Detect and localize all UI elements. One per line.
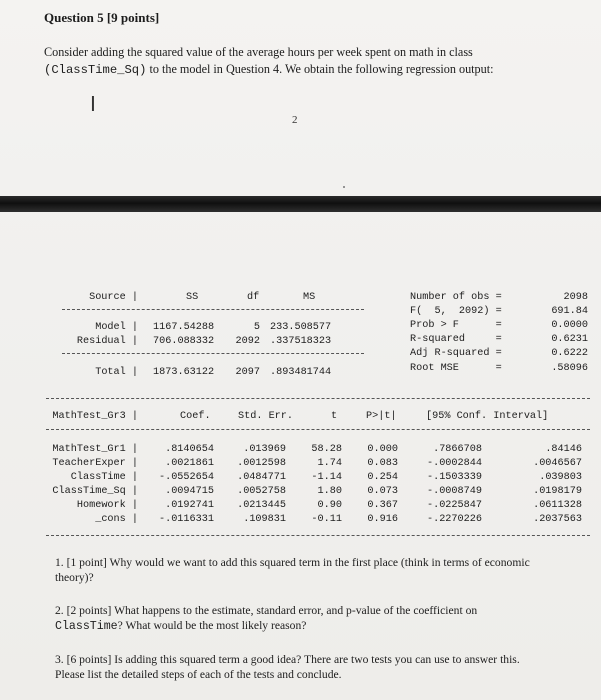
anova-row-df: 2097 — [235, 367, 260, 378]
coef-header-var: MathTest_Gr3 | — [52, 411, 138, 422]
intro-text-1: Consider adding the squared value of the average hours per week spent on math in class — [44, 45, 473, 59]
coef-p: 0.000 — [367, 444, 398, 455]
coef-value: -.0552654 — [158, 472, 214, 483]
stat-value: .58096 — [551, 363, 588, 374]
anova-row-source: Residual | — [76, 336, 138, 347]
question-heading: Question 5 [9 points] — [44, 10, 160, 25]
subquestion-text: What happens to the estimate, standard error, and p-value of the coefficient on — [114, 604, 478, 617]
anova-row-df: 5 — [253, 322, 260, 333]
anova-row-ms: .337518323 — [270, 336, 332, 347]
subquestion-text: Why would we want to add this squared term in the first place (think in terms of economic theory)? — [55, 556, 530, 584]
stat-label: R-squared = — [410, 334, 502, 345]
stat-value: 0.6231 — [551, 334, 588, 345]
subquestion-2 — [55, 603, 545, 634]
anova-row-source: Total | — [95, 367, 138, 378]
coef-p: 0.254 — [367, 472, 398, 483]
coef-ci-low: .7866708 — [433, 444, 482, 455]
coef-se: .0012598 — [237, 458, 286, 469]
subquestion-3 — [55, 652, 545, 682]
coef-p: 0.916 — [367, 514, 398, 525]
coef-t: 1.80 — [317, 486, 342, 497]
coef-t: -1.14 — [311, 472, 342, 483]
intro-variable: (ClassTime_Sq) — [44, 63, 147, 77]
coef-value: -.0116331 — [158, 514, 214, 525]
anova-divider — [62, 309, 364, 310]
anova-divider — [62, 353, 364, 354]
stat-value: 0.0000 — [551, 320, 588, 331]
coef-header-divider — [46, 429, 590, 430]
anova-header-df: df — [247, 292, 260, 303]
stat-label: Prob > F = — [410, 320, 502, 331]
stat-value: 0.6222 — [551, 348, 588, 359]
coef-header-t: t — [331, 411, 338, 422]
question-intro — [44, 44, 564, 79]
coef-se: .0484771 — [237, 472, 286, 483]
anova-row-ss: 1873.63122 — [153, 367, 215, 378]
page-gap — [0, 196, 601, 212]
coef-bottom-divider — [46, 535, 590, 536]
anova-row-ms: .893481744 — [270, 367, 332, 378]
coef-ci-high: .0046567 — [533, 458, 582, 469]
coef-t: -0.11 — [311, 514, 342, 525]
coef-p: 0.083 — [367, 458, 398, 469]
coef-value: .0192741 — [165, 500, 214, 511]
text-cursor-icon: I — [90, 92, 96, 116]
anova-header-ss: SS — [186, 292, 199, 303]
coef-header-se: Std. Err. — [238, 411, 294, 422]
stat-label: Root MSE = — [410, 363, 502, 374]
coef-header-p: P>|t| — [366, 411, 397, 422]
speck — [343, 186, 345, 188]
coef-header-coef: Coef. — [180, 411, 211, 422]
anova-row-source: Model | — [95, 322, 138, 333]
stat-label: F( 5, 2092) = — [410, 306, 502, 317]
coef-var: ClassTime | — [70, 472, 138, 483]
anova-row-ms: 233.508577 — [270, 322, 332, 333]
coef-ci-low: -.1503339 — [426, 472, 482, 483]
coef-ci-high: .039803 — [539, 472, 582, 483]
coef-p: 0.367 — [367, 500, 398, 511]
anova-row-df: 2092 — [235, 336, 260, 347]
coef-ci-high: .84146 — [545, 444, 582, 455]
coef-p: 0.073 — [367, 486, 398, 497]
coef-var: Homework | — [76, 500, 138, 511]
anova-row-ss: 1167.54288 — [153, 322, 215, 333]
coef-ci-low: -.2270226 — [426, 514, 482, 525]
subquestion-1 — [55, 555, 545, 585]
coef-header-ci: [95% Conf. Interval] — [426, 411, 549, 422]
coef-var: TeacherExper | — [52, 458, 138, 469]
coef-ci-low: -.0002844 — [426, 458, 482, 469]
regression-output — [0, 212, 601, 700]
coef-t: 0.90 — [317, 500, 342, 511]
coef-var: MathTest_Gr1 | — [52, 444, 138, 455]
subquestion-text: Is adding this squared term a good idea? There are two tests you can use to answer this. Please list the detailed steps of each of the tests and conclude. — [55, 653, 520, 681]
coef-ci-high: .2037563 — [533, 514, 582, 525]
coef-se: .013969 — [243, 444, 286, 455]
stat-value: 691.84 — [551, 306, 588, 317]
subquestion-variable: ClassTime — [55, 620, 118, 633]
subquestion-prefix: 1. [1 point] — [55, 556, 107, 569]
page-number: 2 — [292, 114, 298, 126]
coef-value: .0094715 — [165, 486, 214, 497]
coef-se: .0052758 — [237, 486, 286, 497]
coef-var: ClassTime_Sq | — [52, 486, 138, 497]
intro-text-2: to the model in Question 4. We obtain the following regression output: — [149, 62, 494, 76]
stat-label: Adj R-squared = — [410, 348, 502, 359]
coef-t: 58.28 — [311, 444, 342, 455]
coef-value: .0021861 — [165, 458, 214, 469]
stat-label: Number of obs = — [410, 292, 502, 303]
subquestion-text: ? What would be the most likely reason? — [117, 619, 307, 632]
subquestion-prefix: 2. [2 points] — [55, 604, 112, 617]
coef-var: _cons | — [95, 514, 138, 525]
anova-header-ms: MS — [303, 292, 316, 303]
coef-ci-low: -.0008749 — [426, 486, 482, 497]
coef-value: .8140654 — [165, 444, 214, 455]
coef-top-divider — [46, 398, 590, 399]
anova-row-ss: 706.088332 — [153, 336, 215, 347]
coef-ci-low: -.0225847 — [426, 500, 482, 511]
subquestion-prefix: 3. [6 points] — [55, 653, 112, 666]
coef-ci-high: .0611328 — [533, 500, 582, 511]
coef-t: 1.74 — [317, 458, 342, 469]
coef-ci-high: .0198179 — [533, 486, 582, 497]
coef-se: .0213445 — [237, 500, 286, 511]
anova-header-source: Source | — [89, 292, 138, 303]
coef-se: .109831 — [243, 514, 286, 525]
stat-value: 2098 — [563, 292, 588, 303]
